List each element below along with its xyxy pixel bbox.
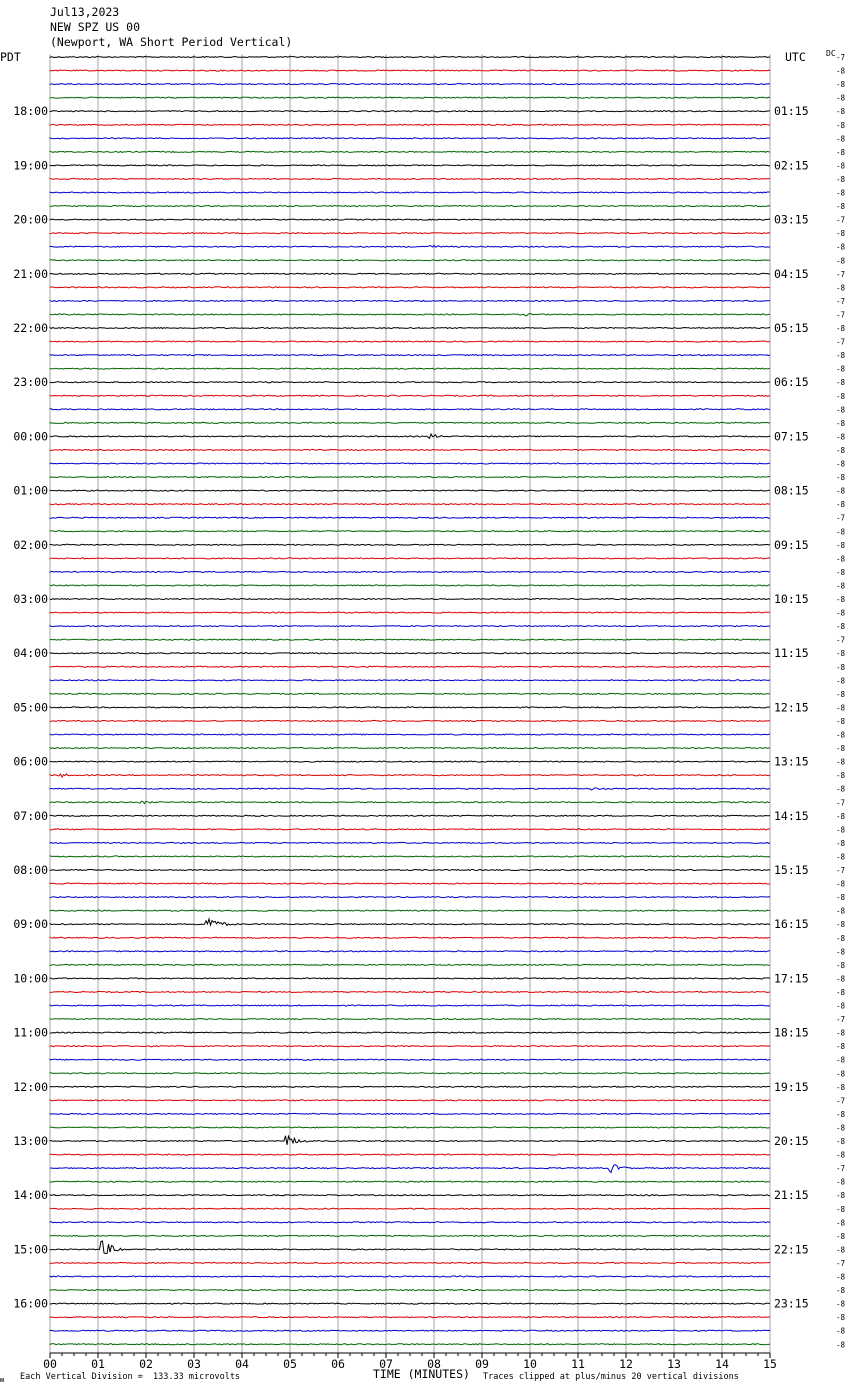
dc-offset-label: -7 (836, 1164, 846, 1174)
dc-offset-label: -7 (836, 215, 846, 225)
x-tick-label: 03 (187, 1357, 201, 1371)
dc-offset-label: -8 (836, 1204, 846, 1214)
seismic-trace (50, 1276, 770, 1277)
dc-offset-label: -8 (836, 893, 846, 903)
x-tick-label: 12 (619, 1357, 633, 1371)
seismic-trace (50, 206, 770, 207)
seismic-trace (50, 434, 770, 438)
left-hour-label: 02:00 (13, 537, 48, 552)
x-tick-label: 07 (379, 1357, 393, 1371)
dc-offset-label: -8 (836, 662, 846, 672)
right-hour-label: 18:15 (774, 1025, 809, 1040)
left-hour-label: 12:00 (13, 1079, 48, 1094)
seismic-trace (50, 1222, 770, 1223)
dc-offset-label: -8 (836, 744, 846, 754)
seismic-trace (50, 395, 770, 396)
seismic-trace (50, 1165, 770, 1173)
dc-offset-label: -8 (836, 1326, 846, 1336)
right-hour-label: 07:15 (774, 429, 809, 444)
seismic-trace (50, 531, 770, 532)
dc-offset-label: -8 (836, 540, 846, 550)
left-hour-label: 07:00 (13, 808, 48, 823)
seismic-trace (50, 504, 770, 505)
scale-note: Each Vertical Division = 133.33 microvolts (20, 1372, 241, 1382)
seismic-trace (50, 693, 770, 694)
dc-offset-label: -8 (836, 1272, 846, 1282)
seismic-trace (50, 1290, 770, 1291)
left-hour-label: 08:00 (13, 863, 48, 877)
dc-offset-label: -8 (836, 364, 846, 374)
seismic-trace (50, 829, 770, 830)
left-hour-label: 10:00 (13, 971, 48, 986)
x-tick-label: 00 (43, 1357, 57, 1371)
dc-offset-label: -8 (836, 1218, 846, 1228)
dc-offset-label: -8 (836, 757, 846, 767)
seismic-trace (50, 1181, 770, 1182)
seismic-trace (50, 707, 770, 708)
right-hour-label: 21:15 (774, 1188, 809, 1203)
dc-offset-label: -7 (836, 337, 846, 347)
dc-offset-label: -8 (836, 134, 846, 144)
x-tick-label: 15 (763, 1357, 777, 1371)
seismic-trace (50, 1019, 770, 1020)
seismic-trace (50, 84, 770, 85)
dc-offset-label: -8 (836, 947, 846, 957)
seismic-trace (50, 870, 770, 871)
dc-offset-label: -8 (836, 1109, 846, 1119)
right-hour-label: 23:15 (774, 1296, 809, 1311)
chart-date: Jul13,2023 (50, 5, 120, 19)
seismic-trace (50, 178, 770, 179)
dc-offset-label: -7 (836, 1015, 846, 1025)
seismic-trace (50, 1208, 770, 1209)
dc-offset-label: -8 (836, 906, 846, 916)
seismic-trace (50, 544, 770, 545)
dc-offset-label: -7 (836, 296, 846, 306)
dc-offset-label: -8 (836, 93, 846, 103)
dc-offset-label: -8 (836, 174, 846, 184)
dc-offset-label: -8 (836, 784, 846, 794)
seismic-trace (50, 585, 770, 586)
seismic-trace (50, 612, 770, 613)
dc-offset-label: -8 (836, 595, 846, 604)
left-hour-label: 00:00 (13, 429, 48, 444)
right-hour-label: 12:15 (774, 700, 809, 715)
dc-offset-label: -8 (836, 730, 846, 740)
dc-offset-label: -7 (836, 866, 846, 875)
x-tick-label: 09 (475, 1357, 489, 1371)
seismic-trace (50, 558, 770, 559)
dc-offset-label: -7 (836, 310, 846, 320)
seismic-trace (50, 1005, 770, 1006)
seismic-trace (50, 978, 770, 979)
dc-offset-label: -8 (836, 974, 846, 984)
dc-offset-label: -8 (836, 242, 846, 252)
seismic-trace (50, 937, 770, 938)
dc-offset-label: -7 (836, 1258, 846, 1268)
seismic-trace (50, 328, 770, 329)
seismic-trace (50, 477, 770, 478)
seismic-trace (50, 951, 770, 952)
dc-offset-label: -8 (836, 256, 846, 266)
x-tick-label: 05 (283, 1357, 297, 1371)
dc-offset-label: -8 (836, 351, 846, 361)
left-hour-label: 18:00 (13, 104, 48, 119)
seismic-trace (50, 1344, 770, 1345)
seismic-trace (50, 1241, 770, 1254)
dc-offset-label: -8 (836, 432, 846, 442)
dc-offset-label: -7 (836, 269, 846, 279)
seismic-trace (50, 97, 770, 98)
dc-offset-label: -7 (836, 798, 846, 808)
seismic-trace (50, 680, 770, 681)
x-tick-label: 14 (715, 1357, 729, 1371)
right-hour-label: 20:15 (774, 1134, 809, 1148)
dc-offset-label: -8 (836, 1191, 846, 1201)
seismic-trace (50, 449, 770, 450)
seismic-trace (50, 626, 770, 627)
seismic-trace (50, 1086, 770, 1087)
dc-offset-label: -8 (836, 811, 846, 821)
seismic-trace (50, 599, 770, 600)
seismic-trace (50, 1046, 770, 1047)
right-hour-label: 08:15 (774, 483, 809, 498)
seismic-trace (50, 1113, 770, 1114)
dc-offset-label: -8 (836, 622, 846, 632)
usgs-mark-icon: ᴍ (0, 1376, 5, 1384)
left-hour-label: 09:00 (13, 917, 48, 932)
seismic-trace (50, 1032, 770, 1033)
dc-offset-label: -7 (836, 1096, 846, 1106)
left-hour-label: 15:00 (13, 1242, 48, 1257)
seismic-trace (50, 883, 770, 884)
seismic-trace (50, 300, 770, 301)
dc-offset-label: -8 (836, 825, 846, 835)
seismic-trace (50, 1303, 770, 1304)
dc-offset-label: -8 (836, 1001, 846, 1011)
seismic-trace (50, 734, 770, 735)
seismic-trace (50, 422, 770, 423)
right-hour-label: 13:15 (774, 754, 809, 769)
seismic-trace (50, 991, 770, 992)
dc-offset-label: -8 (836, 473, 846, 483)
right-hour-label: 10:15 (774, 592, 809, 606)
seismic-trace (50, 1317, 770, 1318)
right-hour-label: 15:15 (774, 863, 809, 877)
seismic-trace (50, 151, 770, 152)
seismic-trace (50, 260, 770, 261)
seismic-trace (50, 138, 770, 139)
left-hour-label: 05:00 (13, 700, 48, 715)
dc-offset-label: -8 (836, 1082, 846, 1092)
seismic-trace (50, 964, 770, 965)
dc-offset-label: -8 (836, 771, 846, 781)
dc-offset-label: -8 (836, 1150, 846, 1160)
left-hour-label: 14:00 (13, 1188, 48, 1203)
dc-offset-label: -8 (836, 554, 846, 564)
dc-offset-label: -8 (836, 689, 846, 699)
right-hour-label: 14:15 (774, 808, 809, 823)
left-hour-label: 11:00 (13, 1025, 48, 1040)
dc-offset-label: -8 (836, 608, 846, 618)
seismic-trace (50, 653, 770, 654)
seismic-trace (50, 1262, 770, 1263)
seismic-trace (50, 1127, 770, 1128)
dc-offset-label: -8 (836, 852, 846, 862)
seismic-trace (50, 919, 770, 926)
x-tick-label: 01 (91, 1357, 105, 1371)
seismic-trace (50, 490, 770, 491)
dc-offset-label: -8 (836, 1313, 846, 1323)
seismic-trace (50, 761, 770, 762)
seismic-trace (50, 341, 770, 342)
x-tick-label: 04 (235, 1357, 249, 1371)
right-hour-label: 06:15 (774, 375, 809, 390)
dc-offset-label: -8 (836, 500, 846, 510)
station-description: (Newport, WA Short Period Vertical) (50, 35, 293, 49)
left-hour-label: 13:00 (13, 1134, 48, 1148)
x-tick-label: 10 (523, 1357, 537, 1371)
seismic-trace (50, 666, 770, 667)
dc-offset-label: -8 (836, 229, 846, 239)
dc-offset-label: -8 (836, 1055, 846, 1065)
dc-offset-label: -8 (836, 838, 846, 848)
seismic-trace (50, 368, 770, 369)
dc-offset-label: -8 (836, 202, 846, 212)
dc-offset-label: -8 (836, 567, 846, 577)
seismic-trace (50, 774, 770, 777)
seismic-trace (50, 639, 770, 640)
seismic-trace (50, 856, 770, 857)
left-hour-label: 01:00 (13, 483, 48, 498)
left-hour-label: 22:00 (13, 321, 48, 335)
station-code: NEW SPZ US 00 (50, 20, 141, 34)
seismic-trace (50, 192, 770, 193)
dc-offset-label: -8 (836, 703, 846, 713)
left-hour-label: 16:00 (13, 1296, 48, 1311)
left-hour-label: 21:00 (13, 266, 48, 281)
right-hour-label: 17:15 (774, 971, 809, 986)
dc-offset-label: -8 (836, 1340, 846, 1350)
right-hour-label: 09:15 (774, 537, 809, 552)
right-timezone-label: UTC (785, 50, 806, 64)
dc-offset-label: -8 (836, 283, 846, 293)
seismic-trace (50, 314, 770, 316)
left-hour-label: 19:00 (13, 158, 48, 173)
dc-offset-label: -8 (836, 107, 846, 117)
left-hour-label: 06:00 (13, 754, 48, 769)
dc-offset-label: -8 (836, 66, 846, 76)
dc-offset-label: -8 (836, 581, 846, 591)
dc-offset-label: -8 (836, 147, 846, 157)
left-hour-label: 20:00 (13, 212, 48, 227)
dc-offset-label: -8 (836, 920, 846, 930)
left-timezone-label: PDT (0, 50, 21, 64)
seismic-trace (50, 720, 770, 721)
seismic-trace (50, 70, 770, 71)
dc-offset-label: -8 (836, 418, 846, 428)
left-hour-label: 03:00 (13, 592, 48, 606)
dc-offset-label: -8 (836, 1069, 846, 1079)
seismic-trace (50, 409, 770, 410)
dc-offset-label: -8 (836, 1231, 846, 1241)
dc-offset-label: -8 (836, 987, 846, 997)
seismic-trace (50, 382, 770, 383)
dc-offset-label: -7 (836, 513, 846, 523)
right-hour-label: 05:15 (774, 321, 809, 335)
dc-offset-label: -8 (836, 933, 846, 943)
seismic-trace (50, 842, 770, 843)
seismic-trace (50, 233, 770, 234)
seismic-trace (50, 748, 770, 749)
seismic-trace (50, 1136, 770, 1145)
seismic-trace (50, 815, 770, 816)
x-tick-label: 13 (667, 1357, 681, 1371)
dc-offset-label: -8 (836, 405, 846, 415)
right-hour-label: 11:15 (774, 646, 809, 661)
dc-offset-label: -8 (836, 161, 846, 171)
dc-offset-label: -8 (836, 324, 846, 333)
left-hour-label: 23:00 (13, 375, 48, 390)
seismic-trace (50, 910, 770, 911)
dc-offset-label: -7 (836, 635, 846, 645)
seismic-trace (50, 1330, 770, 1331)
x-axis-title: TIME (MINUTES) (373, 1367, 470, 1381)
dc-offset-label: -8 (836, 120, 846, 130)
x-tick-label: 11 (571, 1357, 585, 1371)
seismic-trace (50, 1100, 770, 1101)
dc-offset-label: -8 (836, 676, 846, 686)
dc-offset-label: -8 (836, 960, 846, 970)
dc-offset-label: -8 (836, 1028, 846, 1038)
dc-offset-label: -8 (836, 1286, 846, 1296)
dc-offset-label: -8 (836, 445, 846, 455)
right-hour-label: 04:15 (774, 266, 809, 281)
seismic-trace (50, 1073, 770, 1074)
dc-offset-label: -8 (836, 1177, 846, 1187)
seismic-trace (50, 124, 770, 125)
dc-offset-label: -8 (836, 80, 846, 90)
x-tick-label: 08 (427, 1357, 441, 1371)
seismic-trace (50, 111, 770, 112)
seismic-trace (50, 1235, 770, 1236)
seismic-trace (50, 1059, 770, 1060)
seismic-trace (50, 897, 770, 898)
seismic-trace (50, 245, 770, 247)
dc-offset-label: -8 (836, 879, 846, 889)
seismic-trace (50, 517, 770, 518)
seismic-trace (50, 463, 770, 464)
dc-offset-label: -7 (836, 53, 846, 62)
dc-offset-label: -8 (836, 1299, 846, 1309)
dc-offset-label: -8 (836, 378, 846, 388)
dc-offset-label: -8 (836, 391, 846, 401)
dc-offset-label: -8 (836, 716, 846, 726)
seismic-trace (50, 355, 770, 356)
seismic-trace (50, 57, 770, 58)
dc-offset-label: -8 (836, 459, 846, 469)
right-hour-label: 01:15 (774, 104, 809, 119)
right-hour-label: 03:15 (774, 212, 809, 227)
dc-offset-label: -8 (836, 1245, 846, 1255)
dc-offset-label: -8 (836, 1123, 846, 1133)
right-hour-label: 19:15 (774, 1079, 809, 1094)
x-tick-label: 02 (139, 1357, 153, 1371)
seismic-trace (50, 165, 770, 166)
seismic-trace (50, 219, 770, 220)
dc-offset-label: -8 (836, 1137, 846, 1146)
right-hour-label: 16:15 (774, 917, 809, 932)
seismic-trace (50, 788, 770, 790)
left-hour-label: 04:00 (13, 646, 48, 661)
dc-offset-header: DC (826, 49, 836, 58)
dc-offset-label: -8 (836, 649, 846, 659)
seismic-trace (50, 1154, 770, 1155)
dc-offset-label: -8 (836, 1042, 846, 1052)
dc-offset-label: -8 (836, 527, 846, 537)
seismic-trace (50, 571, 770, 572)
seismic-trace (50, 287, 770, 288)
dc-offset-label: -8 (836, 188, 846, 198)
seismic-trace (50, 801, 770, 804)
seismic-trace (50, 1195, 770, 1196)
seismic-trace (50, 273, 770, 274)
right-hour-label: 22:15 (774, 1242, 809, 1257)
clip-note: Traces clipped at plus/minus 20 vertical divisions (483, 1372, 739, 1382)
x-tick-label: 06 (331, 1357, 345, 1371)
dc-offset-label: -8 (836, 486, 846, 496)
right-hour-label: 02:15 (774, 158, 809, 173)
